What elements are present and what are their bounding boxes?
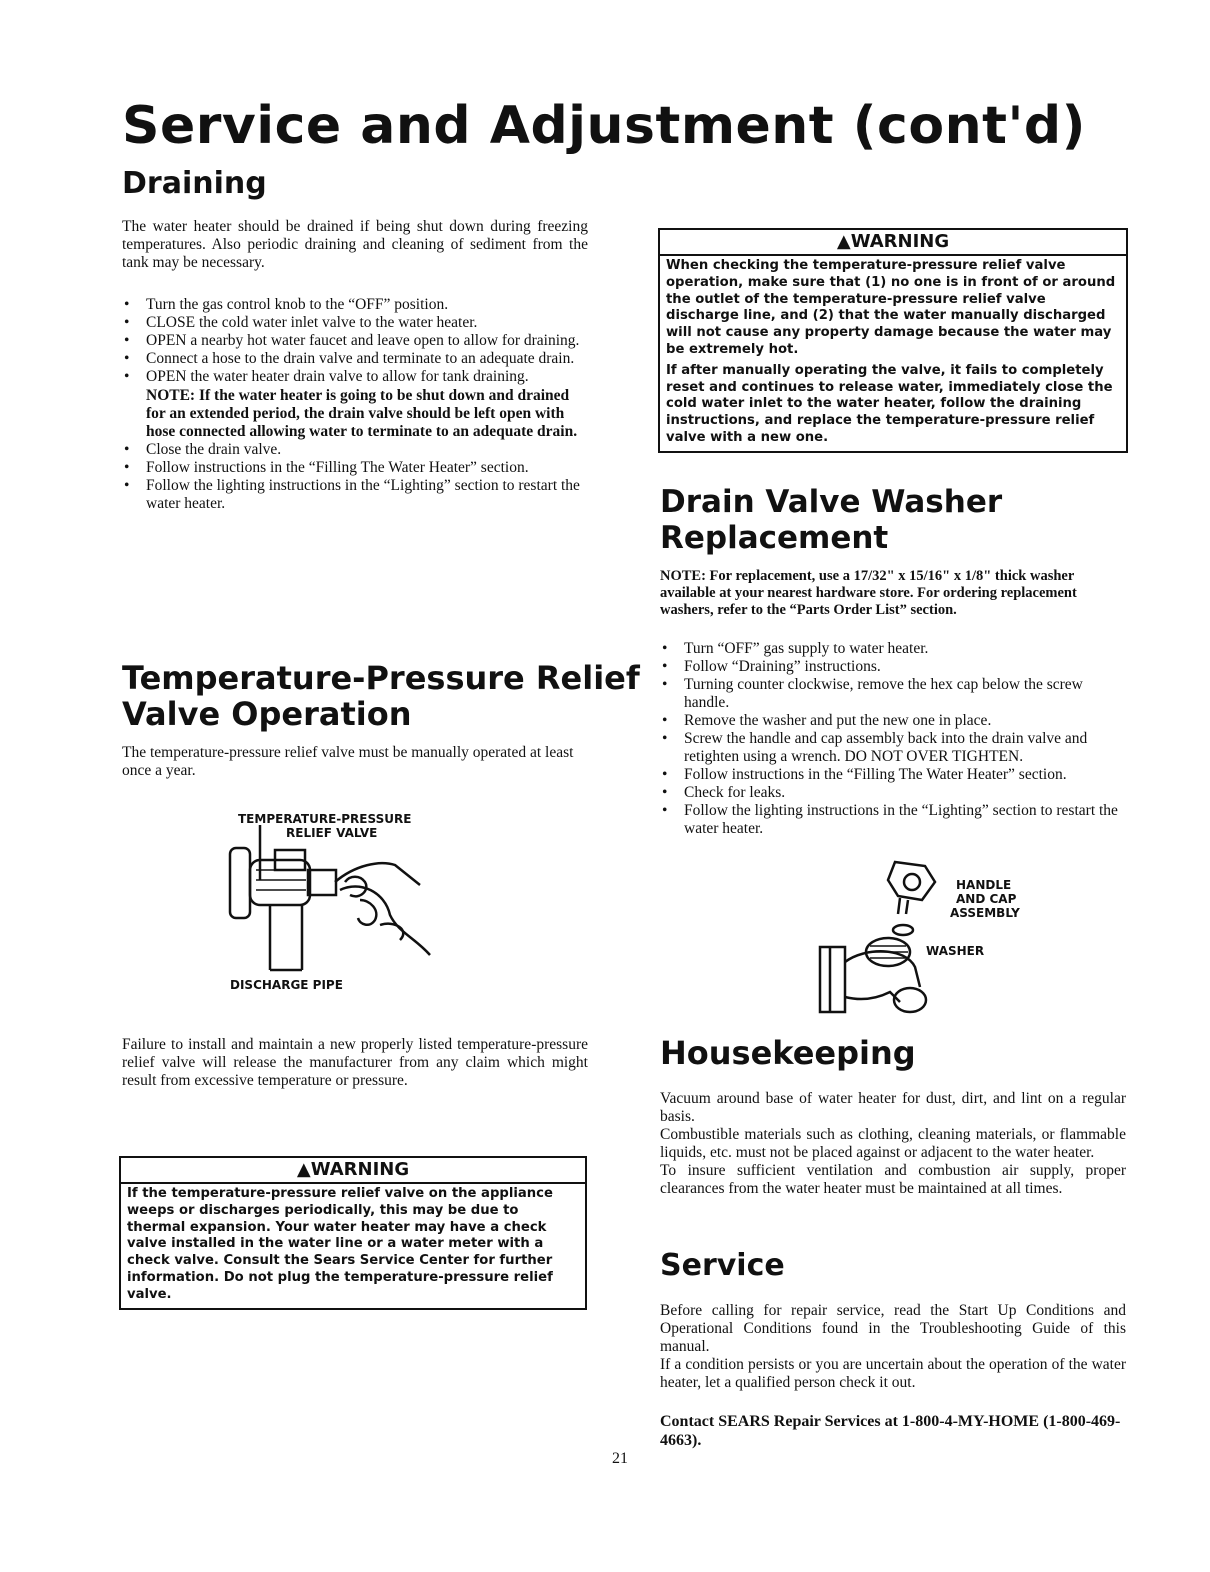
warning-title: ▲WARNING bbox=[121, 1158, 585, 1184]
warning-right-para2: If after manually operating the valve, it fails to completely reset and continues to release water, immediately close the cold water inlet to the water heater, follow the draining instructions, and replace the temperature-pressure relief valve with a new one. bbox=[666, 362, 1113, 445]
tpr-figure-label-2: RELIEF VALVE bbox=[286, 826, 378, 840]
service-contact: Contact SEARS Repair Services at 1-800-4-MY-HOME (1-800-469-4663). bbox=[660, 1413, 1121, 1449]
page-number: 21 bbox=[612, 1450, 628, 1467]
washer-figure-label-washer: WASHER bbox=[926, 944, 985, 958]
draining-intro: The water heater should be drained if being shut down during freezing temperatures. Also periodic draining and cleaning of sediment from the tank may be necessary. bbox=[122, 218, 588, 271]
housekeeping-p1: Vacuum around base of water heater for dust, dirt, and lint on a regular basis. bbox=[660, 1090, 1126, 1125]
washer-step: • Turning counter clockwise, remove the hex cap below the screw handle. bbox=[660, 676, 1126, 712]
washer-figure-label-handle-2: AND CAP bbox=[956, 892, 1017, 906]
tpr-heading-line2: Valve Operation bbox=[122, 695, 412, 733]
warning-left-text: If the temperature-pressure relief valve on the appliance weeps or discharges periodically, this may be due to thermal expansion. Your water heater may have a check valve installed in the water line or a water meter with a check valve. Consult the Sears Service Center for further information. Do not plug the temperature-pressure relief valve. bbox=[127, 1186, 553, 1302]
draining-note: NOTE: If the water heater is going to be shut down and drained for an extended period, the drain valve should be left open with hose connected allowing water to terminate to an adequate drain. bbox=[146, 387, 578, 440]
warning-title: ▲WARNING bbox=[660, 230, 1126, 256]
draining-heading: Draining bbox=[122, 166, 267, 201]
housekeeping-text bbox=[660, 1090, 1126, 1198]
service-text bbox=[660, 1302, 1126, 1392]
draining-steps bbox=[122, 296, 588, 513]
draining-step: OPEN the water heater drain valve to allow for tank draining. bbox=[146, 368, 529, 385]
washer-step: • Follow “Draining” instructions. bbox=[660, 658, 1126, 676]
tpr-failure-text: Failure to install and maintain a new properly listed temperature-pressure relief valve will release the manufacturer from any claim which might result from excessive temperature or pressure. bbox=[122, 1036, 588, 1089]
washer-note: NOTE: For replacement, use a 17/32" x 15/16" x 1/8" thick washer available at your nearest hardware store. For ordering replacement washers, refer to the “Parts Order List” section. bbox=[660, 568, 1077, 618]
housekeeping-heading: Housekeeping bbox=[660, 1034, 916, 1072]
warning-box-left bbox=[119, 1156, 587, 1310]
warning-right-para1: When checking the temperature-pressure relief valve operation, make sure that (1) no one is in front of or around the outlet of the temperature-pressure relief valve discharge line, and (2) that the water manually discharged will not cause any property damage because the water may be extremely hot. bbox=[666, 258, 1116, 357]
housekeeping-p2: Combustible materials such as clothing, cleaning materials, or flammable liquids, etc. must not be placed against or adjacent to the water heater. bbox=[660, 1126, 1126, 1161]
warning-triangle-icon: ▲ bbox=[836, 231, 851, 252]
washer-heading-line2: Replacement bbox=[660, 520, 889, 556]
housekeeping-p3: To insure sufficient ventilation and combustion air supply, proper clearances from the water heater must be maintained at all times. bbox=[660, 1162, 1126, 1197]
warning-triangle-icon: ▲ bbox=[296, 1159, 311, 1180]
service-heading: Service bbox=[660, 1248, 785, 1283]
service-p2: If a condition persists or you are uncertain about the operation of the water heater, let a qualified person check it out. bbox=[660, 1356, 1126, 1391]
drain-valve-illustration bbox=[800, 852, 960, 1022]
tpr-heading-line1: Temperature-Pressure Relief bbox=[122, 659, 640, 697]
tpr-intro: The temperature-pressure relief valve must be manually operated at least once a year. bbox=[122, 744, 574, 779]
warning-box-right bbox=[658, 228, 1128, 453]
draining-step: • Close the drain valve. bbox=[122, 441, 588, 459]
page-title: Service and Adjustment (cont'd) bbox=[122, 96, 1086, 156]
washer-step: • Follow instructions in the “Filling The Water Heater” section. bbox=[660, 766, 1126, 784]
draining-step: • CLOSE the cold water inlet valve to the water heater. bbox=[122, 314, 588, 332]
washer-step: • Follow the lighting instructions in the “Lighting” section to restart the water heater. bbox=[660, 802, 1126, 838]
draining-step: • Turn the gas control knob to the “OFF” position. bbox=[122, 296, 588, 314]
washer-heading bbox=[660, 484, 1002, 556]
tpr-valve-illustration bbox=[220, 820, 450, 980]
tpr-heading bbox=[122, 660, 640, 732]
washer-figure-label-handle-3: ASSEMBLY bbox=[950, 906, 1020, 920]
tpr-figure-label-pipe: DISCHARGE PIPE bbox=[230, 978, 343, 992]
washer-step: • Turn “OFF” gas supply to water heater. bbox=[660, 640, 1126, 658]
washer-step: • Check for leaks. bbox=[660, 784, 1126, 802]
draining-step: • OPEN a nearby hot water faucet and leave open to allow for draining. bbox=[122, 332, 588, 350]
washer-heading-line1: Drain Valve Washer bbox=[660, 484, 1003, 520]
draining-step: • Connect a hose to the drain valve and terminate to an adequate drain. bbox=[122, 350, 588, 368]
draining-step: • Follow instructions in the “Filling The Water Heater” section. bbox=[122, 459, 588, 477]
washer-step: • Screw the handle and cap assembly back into the drain valve and retighten using a wrench. DO NOT OVER TIGHTEN. bbox=[660, 730, 1126, 766]
tpr-figure-label-1: TEMPERATURE-PRESSURE bbox=[238, 812, 412, 826]
washer-steps bbox=[660, 640, 1126, 838]
service-p1: Before calling for repair service, read the Start Up Conditions and Operational Conditions found in the Troubleshooting Guide of this manual. bbox=[660, 1302, 1126, 1355]
washer-step: • Remove the washer and put the new one in place. bbox=[660, 712, 1126, 730]
draining-step: • Follow the lighting instructions in the “Lighting” section to restart the water heater. bbox=[122, 477, 588, 513]
washer-figure-label-handle-1: HANDLE bbox=[956, 878, 1012, 892]
draining-step-with-note bbox=[122, 368, 588, 441]
